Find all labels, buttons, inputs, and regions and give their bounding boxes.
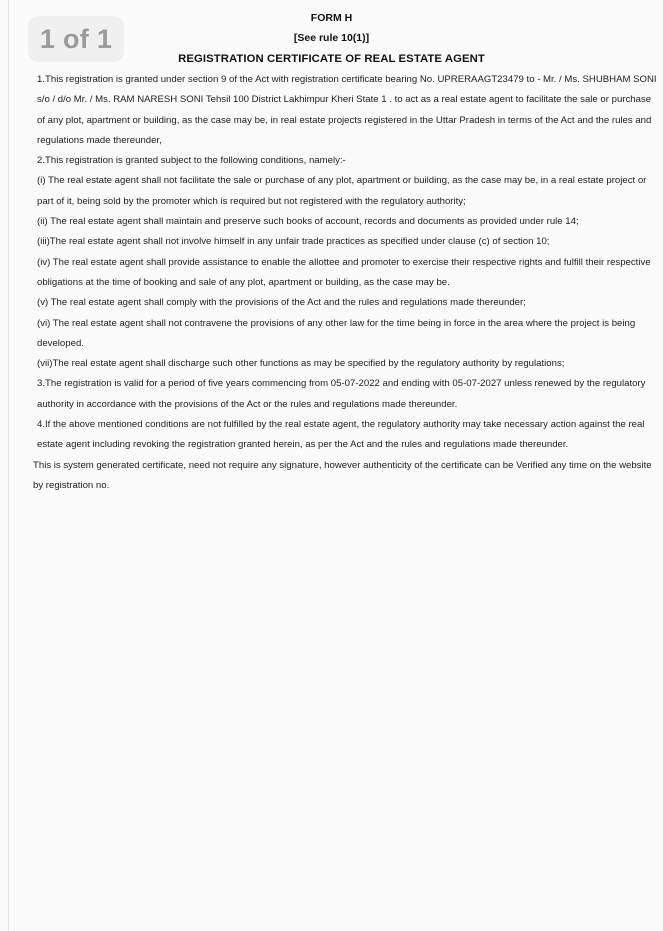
paragraph-revocation: 4.If the above mentioned conditions are not fulfilled by the real estate agent, the regulatory authority may take necessary action against the real estate agent including revoking the registration granted herein, as per the Act and the rules and regulations made thereunder.	[37, 419, 645, 451]
condition-vi: (vi) The real estate agent shall not contravene the provisions of any other law for the time being in force in the area where the project is being developed.	[37, 317, 636, 349]
condition-iii: (iii)The real estate agent shall not involve himself in any unfair trade practices as specified under clause (c) of section 10;	[37, 236, 550, 248]
paragraph-grant: 1.This registration is granted under section 9 of the Act with registration certificate bearing No. UPRERAAGT23479 to - Mr. / Ms. SHUBHAM SONI s/o / d/o Mr. / Ms. RAM NARESH SONI Tehsil 100 District Lakhimpur Kheri State 1 . to act as a real estate agent to facilitate the sale or purchase of any plot, apartment or building, as the case may be, in real estate projects registered in the Uttar Pradesh in terms of the Act and the rules and regulations made thereunder,	[37, 74, 657, 146]
form-title: FORM H	[310, 12, 353, 24]
condition-vii: (vii)The real estate agent shall discharge such other functions as may be specified by the regulatory authority by regulations;	[37, 358, 565, 370]
condition-ii: (ii) The real estate agent shall maintain and preserve such books of account, records and documents as provided under rule 14;	[37, 216, 579, 228]
form-rule: [See rule 10(1)]	[293, 32, 370, 44]
certificate-heading: REGISTRATION CERTIFICATE OF REAL ESTATE AGENT	[178, 53, 485, 65]
paragraph-validity: 3.The registration is valid for a period of five years commencing from 05-07-2022 and ending with 05-07-2027 unless renewed by the regulatory authority in accordance with the provisions of the Act or the rules and regulations made thereunder.	[37, 378, 646, 410]
page-edge-line	[8, 0, 9, 931]
condition-v: (v) The real estate agent shall comply with the provisions of the Act and the rules and regulations made thereunder;	[37, 297, 526, 309]
paragraph-conditions-intro: 2.This registration is granted subject to the following conditions, namely:-	[37, 155, 346, 167]
system-generated-note: This is system generated certificate, need not require any signature, however authenticity of the certificate can be Verified any time on the website by registration no.	[33, 459, 652, 491]
certificate-body	[33, 70, 661, 496]
condition-iv: (iv) The real estate agent shall provide assistance to enable the allottee and promoter to exercise their respective rights and fulfill their respective obligations at the time of booking and sale of any plot, apartment or building, as the case may be.	[37, 256, 651, 288]
condition-i: (i) The real estate agent shall not facilitate the sale or purchase of any plot, apartment or building, as the case may be, in a real estate project or part of it, being sold by the promoter which is required but not registered with the regulatory authority;	[37, 175, 647, 207]
page-indicator: 1 of 1	[28, 16, 124, 62]
